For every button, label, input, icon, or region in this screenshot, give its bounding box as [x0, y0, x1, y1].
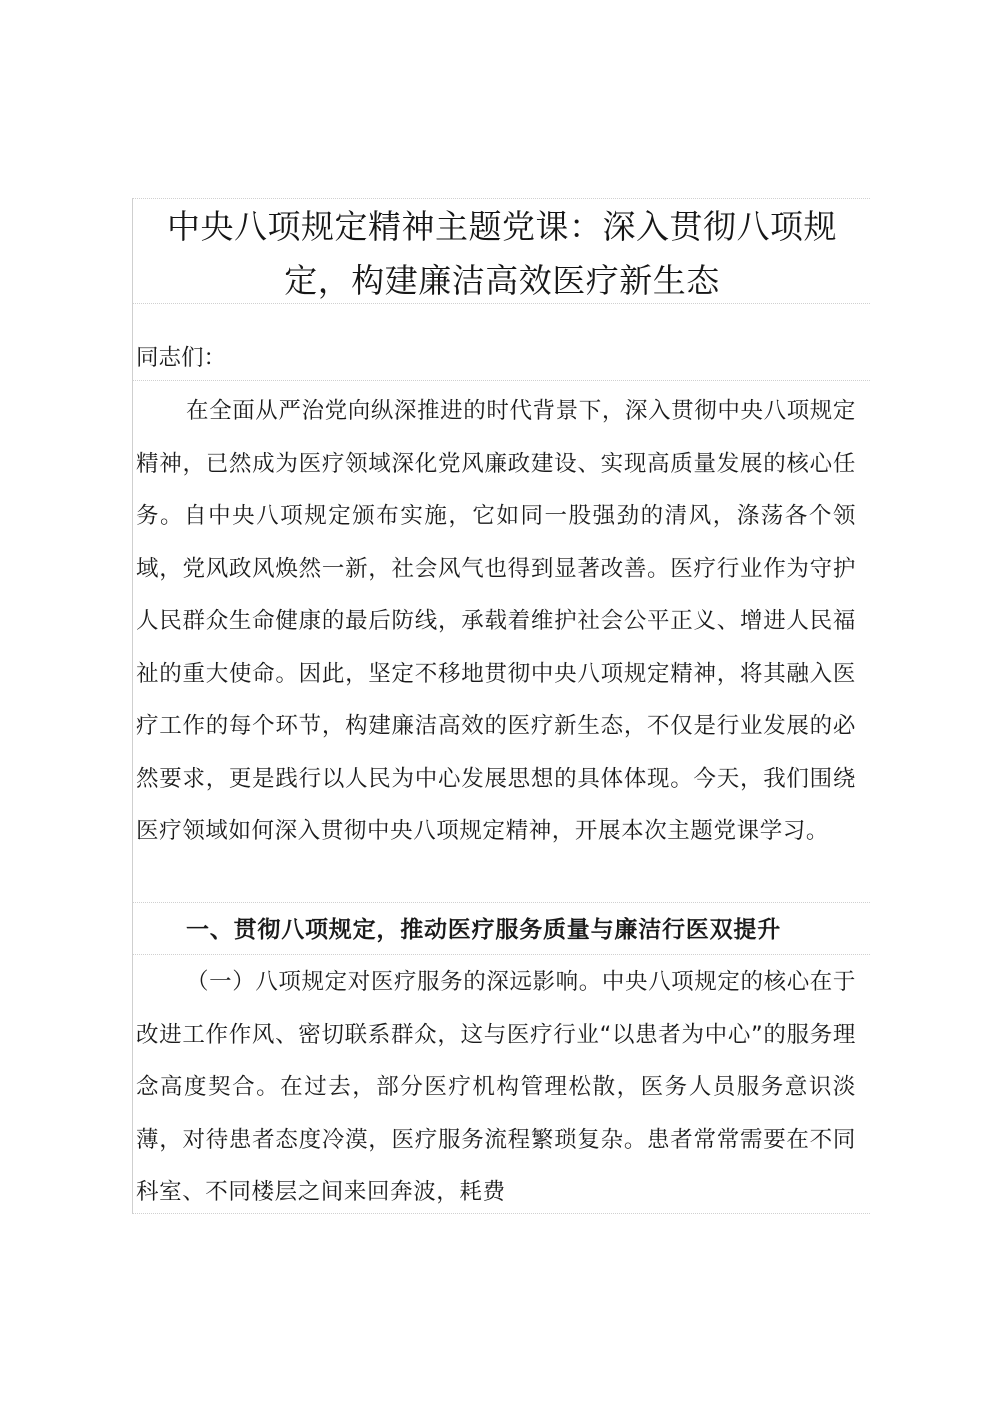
intro-paragraph: 在全面从严治党向纵深推进的时代背景下，深入贯彻中央八项规定精神，已然成为医疗领域深化党风廉政建设、实现高质量发展的核心任务。自中央八项规定颁布实施，它如同一股强劲的清风，涤荡各个领域，党风政风焕然一新，社会风气也得到显著改善。医疗行业作为守护人民群众生命健康的最后防线，承载着维护社会公平正义、增进人民福祉的重大使命。因此，坚定不移地贯彻中央八项规定精神，将其融入医疗工作的每个环节，构建廉洁高效的医疗新生态，不仅是行业发展的必然要求，更是践行以人民为中心发展思想的具体体现。今天，我们围绕医疗领域如何深入贯彻中央八项规定精神，开展本次主题党课学习。 — [136, 398, 856, 844]
document-title: 中央八项规定精神主题党课：深入贯彻八项规定，构建廉洁高效医疗新生态 — [167, 207, 837, 300]
left-border-line — [132, 198, 133, 1214]
greeting: 同志们： — [136, 345, 227, 371]
section-heading: 一、贯彻八项规定，推动医疗服务质量与廉洁行医双提升 — [186, 917, 781, 943]
paragraph-divider-line — [132, 902, 870, 903]
section-paragraph: （一）八项规定对医疗服务的深远影响。中央八项规定的核心在于改进工作作风、密切联系群众，这与医疗行业“以患者为中心”的服务理念高度契合。在过去，部分医疗机构管理松散，医务人员服务意识淡薄，对待患者态度冷漠，医疗服务流程繁琐复杂。患者常常需要在不同科室、不同楼层之间来回奔波，耗费 — [136, 969, 856, 1205]
greeting-divider-line — [132, 380, 870, 381]
top-border-line — [132, 198, 870, 199]
